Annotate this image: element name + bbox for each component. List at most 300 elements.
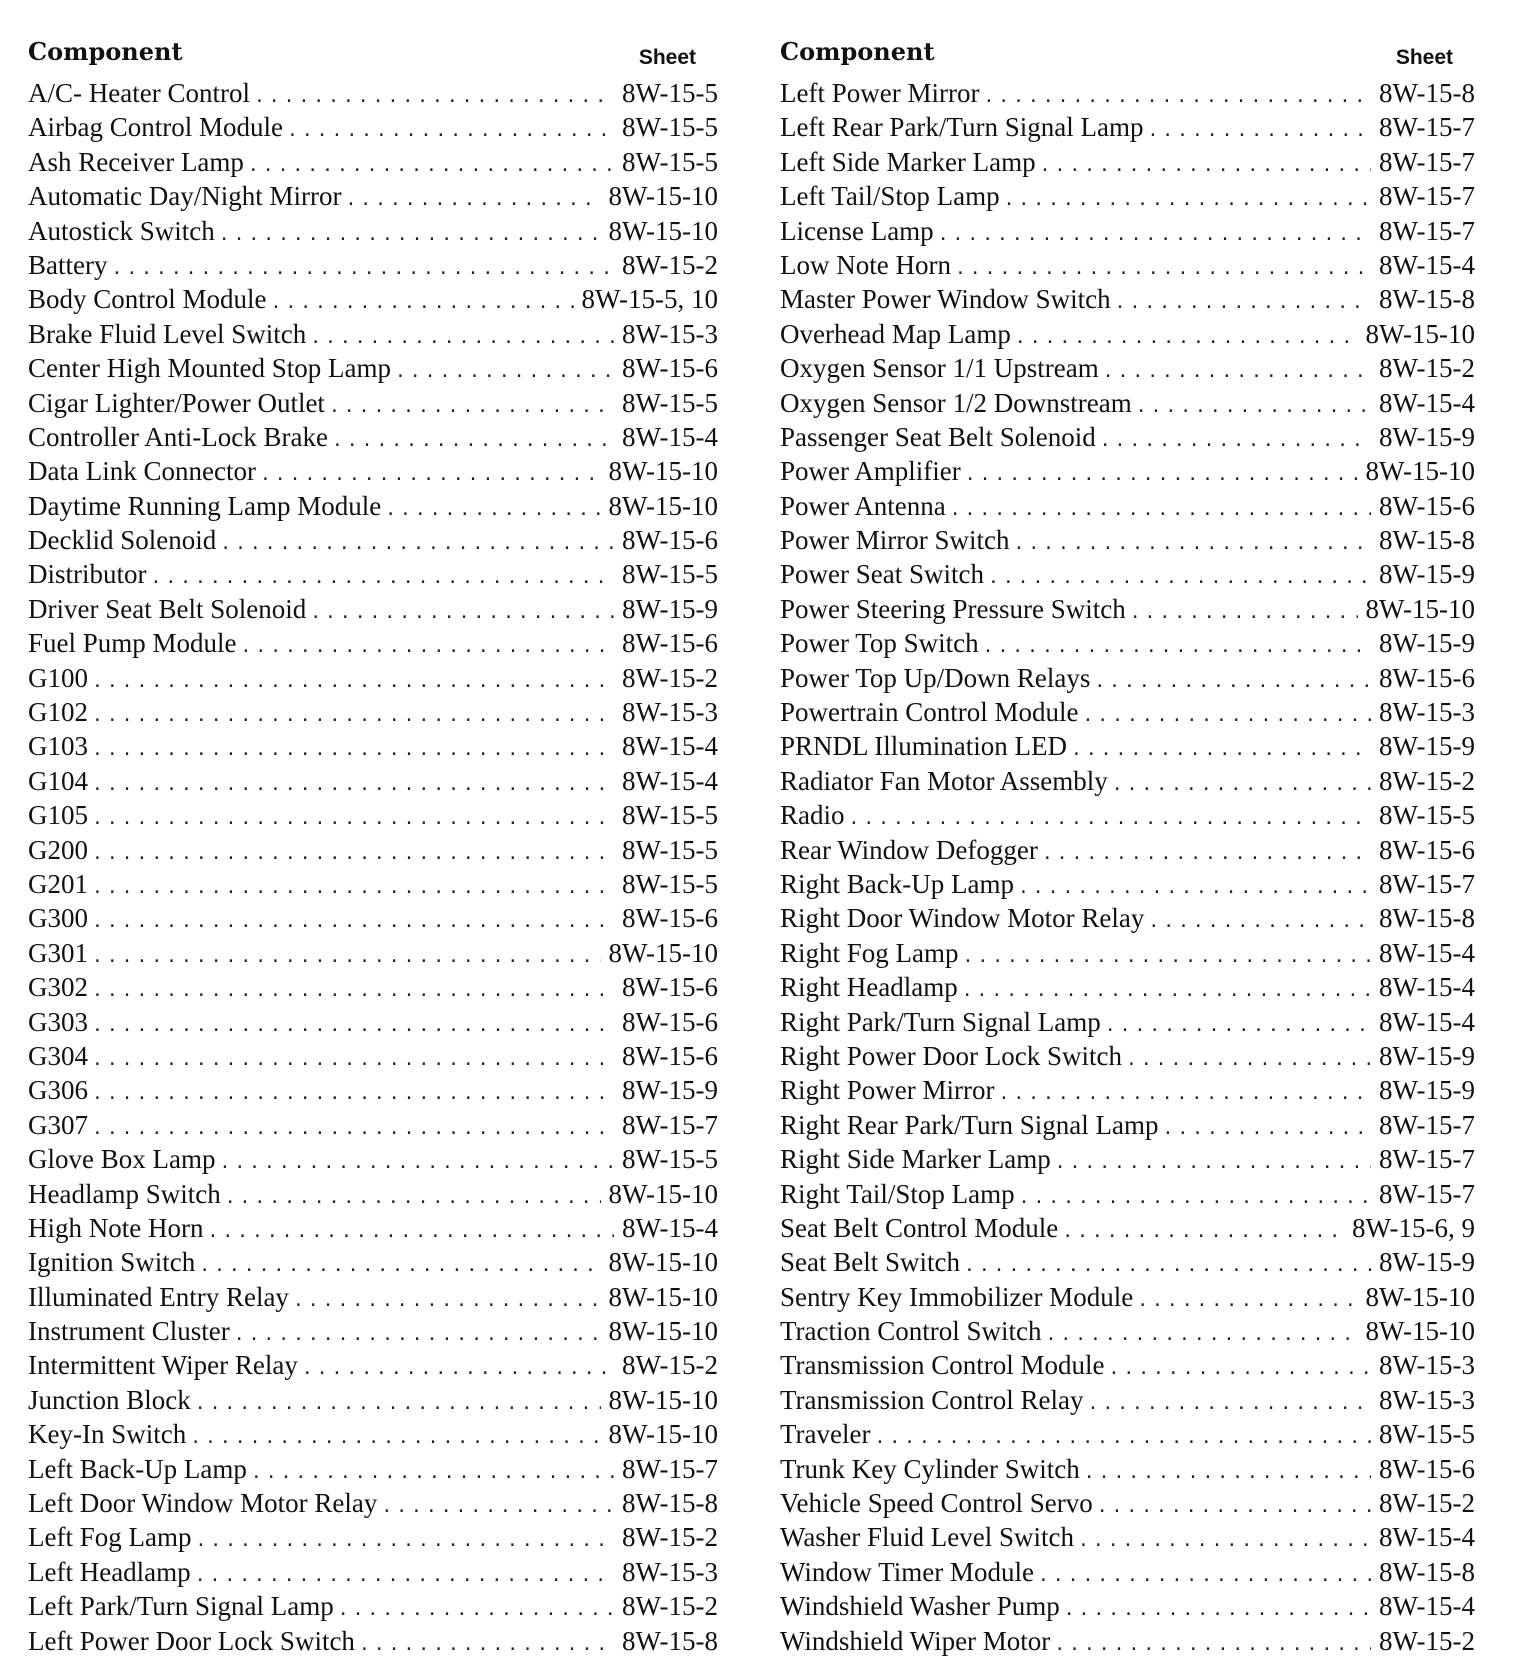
component-name: Autostick Switch [28,215,215,246]
dot-leader [874,1421,1371,1455]
dot-leader [92,768,614,802]
dot-leader [199,1249,600,1283]
dot-leader [1137,1284,1357,1318]
sheet-reference: 8W-15-8 [1379,1556,1475,1587]
component-name: Passenger Seat Belt Solenoid [780,421,1096,452]
dot-leader [1109,1352,1371,1386]
dot-leader [338,1593,614,1627]
sheet-reference: 8W-15-10 [608,1419,718,1450]
component-name: Traveler [780,1419,871,1450]
component-name: Illuminated Entry Relay [28,1281,289,1312]
component-name: Key-In Switch [28,1419,187,1450]
component-name: Vehicle Speed Control Servo [780,1488,1093,1519]
sheet-reference: 8W-15-9 [1379,559,1475,590]
sheet-reference: 8W-15-7 [1379,1178,1475,1209]
index-row [780,1348,1475,1382]
sheet-reference: 8W-15-9 [1379,421,1475,452]
sheet-reference: 8W-15-8 [622,1625,718,1656]
dot-leader [1126,1043,1371,1077]
dot-leader [1046,1318,1358,1352]
sheet-reference: 8W-15-2 [1379,765,1475,796]
sheet-reference: 8W-15-2 [622,1591,718,1622]
dot-leader [1019,1181,1371,1215]
index-row [28,1280,718,1314]
component-name: Right Back-Up Lamp [780,868,1014,899]
dot-leader [998,1077,1371,1111]
component-name: Right Rear Park/Turn Signal Lamp [780,1109,1159,1140]
component-name: Trunk Key Cylinder Switch [780,1453,1080,1484]
sheet-reference: 8W-15-4 [1379,1522,1475,1553]
dot-leader [219,1146,614,1180]
component-name: Right Side Marker Lamp [780,1144,1051,1175]
index-row [780,1280,1475,1314]
component-name: Right Fog Lamp [780,937,959,968]
right-rows [780,76,1475,1658]
sheet-reference: 8W-15-10 [608,1281,718,1312]
dot-leader [983,630,1371,664]
index-row [28,1452,718,1486]
component-name: Power Amplifier [780,456,961,487]
component-name: PRNDL Illumination LED [780,731,1067,762]
component-name: Center High Mounted Stop Lamp [28,353,391,384]
sheet-reference: 8W-15-6 [1379,1453,1475,1484]
index-row [780,110,1475,144]
sheet-reference: 8W-15-6 [622,1006,718,1037]
index-row [780,1073,1475,1107]
index-row [780,1520,1475,1554]
dot-leader [964,1249,1371,1283]
sheet-reference: 8W-15-7 [1379,181,1475,212]
index-row [28,110,718,144]
index-row [28,936,718,970]
sheet-reference: 8W-15-3 [622,697,718,728]
dot-leader [251,1456,614,1490]
dot-leader [92,837,614,871]
component-name: Windshield Wiper Motor [780,1625,1051,1656]
sheet-reference: 8W-15-3 [1379,1350,1475,1381]
dot-leader [988,561,1371,595]
component-name: Instrument Cluster [28,1316,230,1347]
component-name: Left Tail/Stop Lamp [780,181,1000,212]
sheet-reference: 8W-15-7 [1379,146,1475,177]
dot-leader [241,630,615,664]
dot-leader [1054,1628,1371,1662]
sheet-reference: 8W-15-3 [1379,1384,1475,1415]
sheet-reference: 8W-15-2 [622,1522,718,1553]
dot-leader [1103,355,1371,389]
index-row [780,626,1475,660]
sheet-reference: 8W-15-8 [622,1488,718,1519]
component-name: High Note Horn [28,1212,204,1243]
index-row [28,1245,718,1279]
dot-leader [332,424,614,458]
component-name: G200 [28,834,88,865]
component-name: Window Timer Module [780,1556,1034,1587]
component-name: Transmission Control Module [780,1350,1105,1381]
sheet-reference: 8W-15-7 [1379,868,1475,899]
component-name: Battery [28,249,108,280]
index-row [780,867,1475,901]
dot-leader [1071,733,1371,767]
component-name: Radiator Fan Motor Assembly [780,765,1108,796]
index-row [780,420,1475,454]
dot-leader [92,1077,614,1111]
index-row [28,179,718,213]
dot-leader [385,493,600,527]
index-row [780,489,1475,523]
dot-leader [225,1181,601,1215]
dot-leader [1097,1490,1371,1524]
dot-leader [1147,114,1371,148]
index-row [28,1314,718,1348]
dot-leader [1112,768,1371,802]
index-row [28,76,718,110]
component-name: Left Fog Lamp [28,1522,192,1553]
sheet-reference: 8W-15-8 [1379,78,1475,108]
sheet-reference: 8W-15-5 [622,146,718,177]
right-column-header [780,36,1475,76]
index-row [780,1452,1475,1486]
index-row [28,1039,718,1073]
component-name: Distributor [28,559,147,590]
dot-leader [92,905,614,939]
sheet-reference: 8W-15-6 [1379,662,1475,693]
dot-leader [219,218,601,252]
dot-leader [1084,1456,1371,1490]
index-row [28,1005,718,1039]
index-row [28,454,718,488]
sheet-reference: 8W-15-5 [622,868,718,899]
index-row [780,729,1475,763]
index-row [28,1142,718,1176]
index-row [28,1348,718,1382]
component-name: Left Rear Park/Turn Signal Lamp [780,112,1144,143]
component-name: Left Headlamp [28,1556,191,1587]
index-row [28,626,718,660]
sheet-reference: 8W-15-5 [1379,1419,1475,1450]
sheet-reference: 8W-15-9 [1379,1075,1475,1106]
dot-leader [92,1043,614,1077]
dot-leader [1013,527,1371,561]
index-row [780,1142,1475,1176]
index-row [780,1177,1475,1211]
component-name: Powertrain Control Module [780,697,1079,728]
index-row [28,1486,718,1520]
component-heading: Component [780,37,935,66]
sheet-heading: Sheet [1395,46,1453,69]
sheet-reference: 8W-15-4 [622,731,718,762]
component-name: Left Back-Up Lamp [28,1453,247,1484]
dot-leader [302,1352,614,1386]
index-row [28,248,718,282]
component-name: Daytime Running Lamp Module [28,490,382,521]
sheet-reference: 8W-15-6 [622,525,718,556]
index-row [28,970,718,1004]
index-row [780,1589,1475,1623]
dot-leader [1100,424,1371,458]
sheet-reference: 8W-15-8 [1379,284,1475,315]
dot-leader [1088,1387,1371,1421]
sheet-reference: 8W-15-7 [1379,1109,1475,1140]
index-row [780,1108,1475,1142]
component-name: Left Door Window Motor Relay [28,1488,378,1519]
dot-leader [92,1009,614,1043]
sheet-reference: 8W-15-5 [622,559,718,590]
sheet-reference: 8W-15-10 [608,937,718,968]
dot-leader [1094,665,1371,699]
sheet-reference: 8W-15-7 [622,1453,718,1484]
component-name: Left Park/Turn Signal Lamp [28,1591,334,1622]
index-row [780,351,1475,385]
sheet-reference: 8W-15-6, 9 [1352,1212,1475,1243]
sheet-reference: 8W-15-6 [622,1040,718,1071]
index-row [28,1589,718,1623]
component-name: Left Power Door Lock Switch [28,1625,355,1656]
sheet-reference: 8W-15-7 [1379,112,1475,143]
component-name: Power Steering Pressure Switch [780,593,1126,624]
component-name: Glove Box Lamp [28,1144,216,1175]
index-row [780,248,1475,282]
sheet-reference: 8W-15-5 [622,800,718,831]
component-name: Left Side Marker Lamp [780,146,1036,177]
dot-leader [92,871,614,905]
dot-leader [220,527,614,561]
index-row [28,1383,718,1417]
component-name: A/C- Heater Control [28,78,250,108]
sheet-reference: 8W-15-4 [1379,1591,1475,1622]
component-name: Right Door Window Motor Relay [780,903,1145,934]
sheet-reference: 8W-15-5, 10 [581,284,718,315]
component-name: Power Mirror Switch [780,525,1010,556]
index-row [780,798,1475,832]
dot-leader [271,286,574,320]
dot-leader [248,149,614,183]
sheet-reference: 8W-15-3 [622,318,718,349]
sheet-reference: 8W-15-2 [622,249,718,280]
dot-leader [1105,1009,1371,1043]
dot-leader [1042,837,1371,871]
dot-leader [151,561,615,595]
component-name: G103 [28,731,88,762]
right-column [780,36,1475,1658]
index-row [780,764,1475,798]
dot-leader [92,665,614,699]
sheet-reference: 8W-15-2 [622,1350,718,1381]
sheet-reference: 8W-15-10 [1365,593,1475,624]
dot-leader [1062,1215,1344,1249]
left-column-header [28,36,718,76]
dot-leader [195,1387,601,1421]
index-row [780,557,1475,591]
sheet-reference: 8W-15-6 [622,353,718,384]
component-name: G307 [28,1109,88,1140]
dot-leader [260,458,601,492]
index-row [780,970,1475,1004]
sheet-reference: 8W-15-8 [1379,525,1475,556]
sheet-reference: 8W-15-2 [1379,1488,1475,1519]
index-row [780,695,1475,729]
index-row [780,1555,1475,1589]
sheet-reference: 8W-15-3 [622,1556,718,1587]
index-row [28,833,718,867]
component-name: Brake Fluid Level Switch [28,318,307,349]
component-name: Power Top Up/Down Relays [780,662,1091,693]
component-name: Oxygen Sensor 1/2 Downstream [780,387,1132,418]
component-name: Overhead Map Lamp [780,318,1011,349]
index-row [780,523,1475,557]
dot-leader [1136,390,1371,424]
dot-leader [310,596,614,630]
sheet-reference: 8W-15-6 [622,903,718,934]
dot-leader [195,1559,614,1593]
sheet-reference: 8W-15-7 [622,1109,718,1140]
component-name: Cigar Lighter/Power Outlet [28,387,325,418]
component-name: G301 [28,937,88,968]
component-name: Sentry Key Immobilizer Module [780,1281,1134,1312]
index-row [28,1073,718,1107]
sheet-reference: 8W-15-4 [622,765,718,796]
component-name: Body Control Module [28,284,267,315]
dot-leader [1015,321,1358,355]
component-name: Oxygen Sensor 1/1 Upstream [780,353,1099,384]
component-name: G306 [28,1075,88,1106]
component-name: G104 [28,765,88,796]
index-row [780,145,1475,179]
index-row [28,867,718,901]
dot-leader [1115,286,1371,320]
sheet-reference: 8W-15-9 [1379,731,1475,762]
index-row [780,1039,1475,1073]
sheet-reference: 8W-15-10 [608,456,718,487]
sheet-reference: 8W-15-4 [622,1212,718,1243]
component-name: Airbag Control Module [28,112,283,143]
sheet-reference: 8W-15-8 [1379,903,1475,934]
dot-leader [965,458,1358,492]
index-row [28,901,718,935]
sheet-reference: 8W-15-6 [622,972,718,1003]
component-name: G303 [28,1006,88,1037]
index-row [780,386,1475,420]
index-row [28,489,718,523]
dot-leader [310,321,614,355]
sheet-reference: 8W-15-10 [608,181,718,212]
component-name: Low Note Horn [780,249,951,280]
index-row [780,76,1475,110]
sheet-heading: Sheet [638,46,696,69]
sheet-reference: 8W-15-9 [622,593,718,624]
sheet-reference: 8W-15-9 [1379,1040,1475,1071]
index-row [780,592,1475,626]
index-row [28,729,718,763]
index-row [780,179,1475,213]
component-name: Decklid Solenoid [28,525,217,556]
sheet-reference: 8W-15-2 [622,662,718,693]
dot-leader [1082,699,1371,733]
index-row [28,386,718,420]
dot-leader [92,733,614,767]
sheet-reference: 8W-15-7 [1379,1144,1475,1175]
component-name: Seat Belt Control Module [780,1212,1059,1243]
component-name: Power Top Switch [780,628,979,659]
component-name: Right Park/Turn Signal Lamp [780,1006,1101,1037]
component-name: Right Headlamp [780,972,958,1003]
sheet-reference: 8W-15-5 [622,387,718,418]
component-heading: Component [28,37,183,66]
index-row [780,1624,1475,1658]
sheet-reference: 8W-15-4 [1379,937,1475,968]
index-row [28,523,718,557]
sheet-reference: 8W-15-6 [622,628,718,659]
index-row [28,317,718,351]
dot-leader [329,390,614,424]
dot-leader [1038,1559,1371,1593]
sheet-reference: 8W-15-5 [1379,800,1475,831]
index-row [28,592,718,626]
left-rows [28,76,718,1658]
sheet-reference: 8W-15-9 [1379,628,1475,659]
index-row [780,1486,1475,1520]
sheet-reference: 8W-15-4 [1379,249,1475,280]
component-name: Windshield Washer Pump [780,1591,1060,1622]
sheet-reference: 8W-15-5 [622,112,718,143]
component-name: G304 [28,1040,88,1071]
sheet-reference: 8W-15-5 [622,834,718,865]
sheet-reference: 8W-15-6 [1379,490,1475,521]
index-row [780,833,1475,867]
component-name: Automatic Day/Night Mirror [28,181,342,212]
dot-leader [381,1490,614,1524]
dot-leader [938,218,1371,252]
dot-leader [195,1524,614,1558]
dot-leader [190,1421,600,1455]
component-name: Data Link Connector [28,456,256,487]
sheet-reference: 8W-15-5 [622,78,718,108]
index-row [780,282,1475,316]
dot-leader [345,183,600,217]
dot-leader [1078,1524,1371,1558]
index-row [28,145,718,179]
component-name: Right Tail/Stop Lamp [780,1178,1015,1209]
sheet-reference: 8W-15-4 [1379,387,1475,418]
sheet-reference: 8W-15-9 [622,1075,718,1106]
index-row [28,557,718,591]
sheet-reference: 8W-15-6 [1379,834,1475,865]
index-row [780,901,1475,935]
sheet-reference: 8W-15-4 [1379,1006,1475,1037]
dot-leader [287,114,614,148]
index-row [780,454,1475,488]
component-name: Right Power Mirror [780,1075,995,1106]
dot-leader [293,1284,601,1318]
dot-leader [1004,183,1371,217]
index-row [28,351,718,385]
sheet-reference: 8W-15-10 [1365,456,1475,487]
component-name: License Lamp [780,215,934,246]
index-row [28,1555,718,1589]
component-name: Ignition Switch [28,1247,196,1278]
component-name: Power Seat Switch [780,559,984,590]
sheet-reference: 8W-15-10 [1365,1316,1475,1347]
dot-leader [1040,149,1371,183]
dot-leader [92,802,614,836]
component-name: G300 [28,903,88,934]
dot-leader [1055,1146,1371,1180]
index-row [28,1211,718,1245]
dot-leader [950,493,1371,527]
index-row [28,420,718,454]
sheet-reference: 8W-15-10 [608,1178,718,1209]
component-name: Controller Anti-Lock Brake [28,421,328,452]
